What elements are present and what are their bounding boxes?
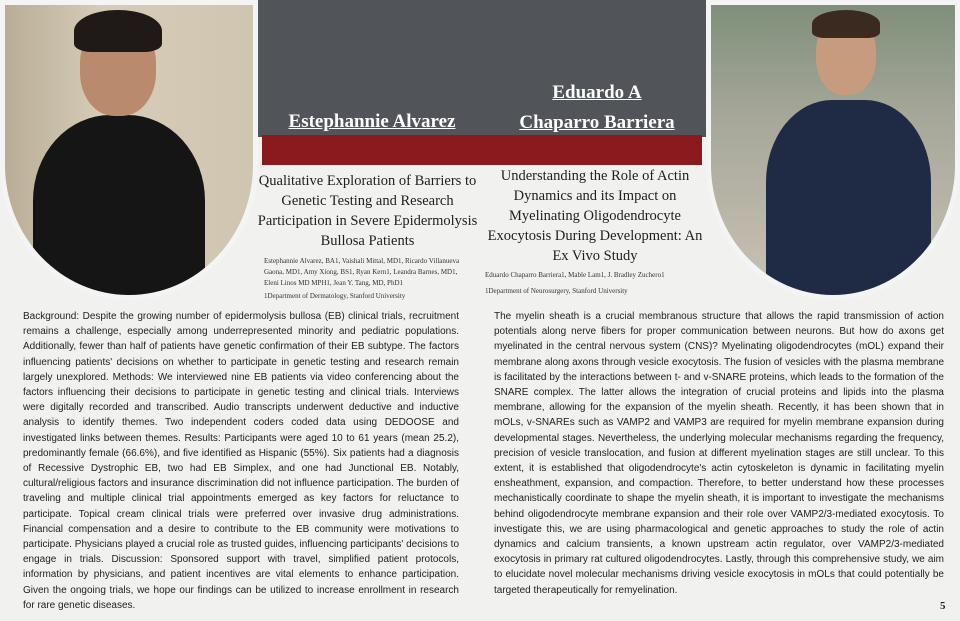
portrait-body bbox=[33, 115, 205, 300]
authors-right: Eduardo Chaparro Barriera1, Mable Lam1, J. Bradley Zuchero1 bbox=[485, 271, 665, 279]
presenter-name-line: Eduardo A bbox=[552, 82, 642, 103]
portrait-photo-left bbox=[0, 0, 258, 300]
affiliation-right: 1Department of Neurosurgery, Stanford University bbox=[485, 287, 628, 295]
abstract-title-left: Qualitative Exploration of Barriers to Genetic Testing and Research Participation in Severe Epidermolysis Bullosa Patients bbox=[257, 173, 478, 249]
presenter-name-right bbox=[492, 78, 702, 138]
portrait-hair bbox=[74, 10, 162, 52]
presenter-name-left: Estephannie Alvarez bbox=[288, 111, 456, 132]
authors-left: Estephannie Alvarez, BA1, Vaishali Mittal, MD1, Ricardo Villanueva Gaona, MD1, Amy Xiong, BS1, Ryan Kern1, Leandra Barnes, MD1, Eleni Linos MD MPH1, Jean Y. Tang, MD, PhD1 bbox=[264, 257, 460, 287]
portrait-body bbox=[766, 100, 931, 300]
portrait-photo-right bbox=[706, 0, 960, 300]
portrait-hair bbox=[812, 10, 880, 38]
affiliation-left: 1Department of Dermatology, Stanford University bbox=[264, 292, 406, 300]
page-number: 5 bbox=[940, 600, 946, 612]
presenter-name-line: Chaparro Barriera bbox=[519, 112, 675, 133]
abstract-title-right: Understanding the Role of Actin Dynamics and its Impact on Myelinating Oligodendrocyte Exocytosis During Development: An Ex Vivo Study bbox=[487, 168, 703, 264]
header-red-bar bbox=[262, 135, 702, 165]
abstract-body-right: The myelin sheath is a crucial membranous structure that allows the rapid transmission of action potentials along nerve fibers for proper communication between neurons. But how do axons get myelinated in the central nervous system (CNS)? Myelinating oligodendrocytes (mOL) expand their membrane along axons through vesicle exocytosis. The fusion of vesicles with the plasma membrane is facilitated by the interactions between t- and v-SNARE proteins, which leads to the formation of the SNARE complex. The latter allows the integration of crucial proteins and lipids into the plasma membrane, allowing for the expansion of the myelin sheath. Recently, it has been shown that in mOLs, v-SNAREs such as VAMP2 and VAMP3 are required for myelin membrane expansion during developmental stages. Nevertheless, the underlying molecular mechanisms regarding the frequency, precision of vesicle translocation, and fusion at different myelination stages are still unclear. To this extent, it is established that oligodendrocyte's actin cytoskeleton is dynamic in facilitating myelin ensheathment, expansion, and compaction. Therefore, to better understand how these processes mechanistically coordinate to shape the myelin sheath, it is important to investigate the mechanisms behind oligodendrocyte membrane expansion and their role over VAMP2/3-mediated exocytosis. To investigate this, we are using pharmacological and genetic approaches to study the role of actin dynamics and calcium transients, a known upstream actin regulator, over VAMP2/3-mediated exocytosis in primary rat cultured oligodendrocytes. Lastly, through this comprehensive study, we aim to elucidate novel molecular mechanisms driving vesicle exocytosis in mOLs that could potentially be targeted therapeutically for remyelination. bbox=[494, 311, 944, 596]
abstract-body-left: Background: Despite the growing number of epidermolysis bullosa (EB) clinical trials, recruitment remains a challenge, especially among underrepresented minority and pediatric populations. Additionally, fewer than half of patients have genetic confirmation of their EB subtype. The factors influencing patients' decisions on whether to participate in genetic testing and research remain largely unexplored. Methods: We interviewed nine EB patients via video conferencing about the factors influencing their decisions to participate in genetic testing and clinical trials. Interviews were digitally recorded and transcribed. Audio transcripts underwent deductive and inductive analysis to identify themes. Two independent coders coded data using DEDOOSE and investigated links between themes. Results: Participants were aged 10 to 61 years (mean 25.2), predominantly female (66.6%), and five identified as Hispanic (55%). Six patients had a diagnosis of Recessive Dystrophic EB, two had EB Simplex, and one had Junctional EB. Notably, cultural/religious factors and insurance discrimination did not influence participation. The burden of traveling and multiple clinical trial appointments emerged as key factors for reluctance to participate. Topical cream clinical trials were preferred over invasive drug administrations. Financial compensation and a desire to contribute to the EB community were motivations to participate. Physicians played a crucial role as trusted guides, influencing participants' decisions to engage in trials. Discussion: Sponsored support with travel, simplified patient protocols, information by physicians, and patient incentives are vital elements to enhance participation. Given the ongoing trials, we hope our findings can be utilized to increase enrollment in research for rare genetic diseases. bbox=[23, 311, 459, 611]
